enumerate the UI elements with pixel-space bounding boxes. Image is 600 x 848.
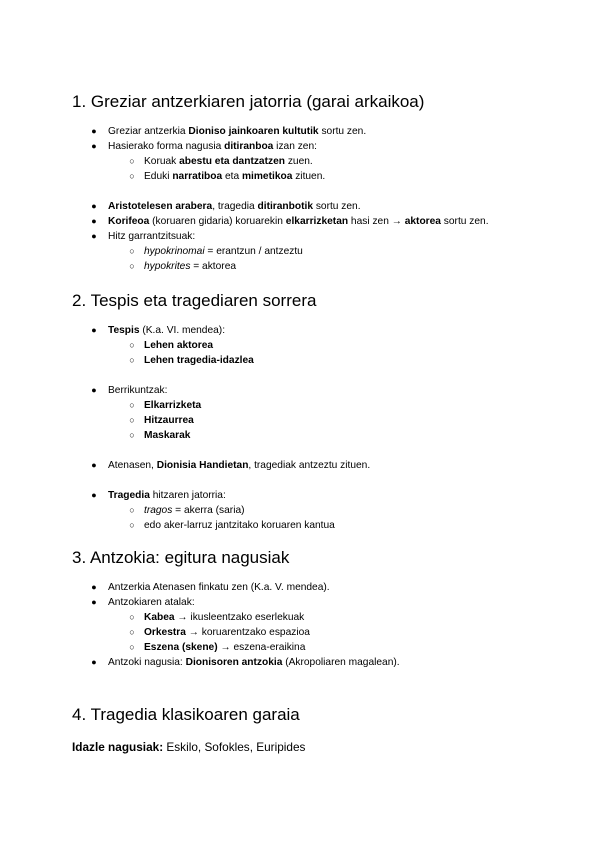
section-heading: 1. Greziar antzerkiaren jatorria (garai arkaikoa) [72,92,425,111]
circle-bullet-icon: ○ [129,156,135,166]
section-3-list [72,580,572,670]
circle-bullet-icon: ○ [129,415,135,425]
circle-bullet-icon: ○ [129,627,135,637]
bullet-icon: ● [91,231,97,241]
section-heading: 3. Antzokia: egitura nagusiak [72,548,290,567]
list-item: ● Antzokiaren atalak: [72,595,572,610]
circle-bullet-icon: ○ [129,642,135,652]
list-item: ● Greziar antzerkia Dioniso jainkoaren kultutik sortu zen. [72,124,572,139]
list-item: ● Aristotelesen arabera, tragedia ditiranbotik sortu zen. [72,199,572,214]
list-item: ○ Hitzaurrea [72,413,572,428]
circle-bullet-icon: ○ [129,355,135,365]
list-item: ● Antzoki nagusia: Dionisoren antzokia (Akropoliaren magalean). [72,655,572,670]
bullet-icon: ● [91,385,97,395]
list-item: ○ Orkestra → koruarentzako espazioa [72,625,572,640]
bullet-icon: ● [91,201,97,211]
list-item: ● Berrikuntzak: [72,383,572,398]
bullet-icon: ● [91,141,97,151]
circle-bullet-icon: ○ [129,261,135,271]
list-item: ○ tragos = akerra (saria) [72,503,572,518]
list-item: ● Atenasen, Dionisia Handietan, tragediak antzeztu zituen. [72,458,572,473]
list-item: ● Hasierako forma nagusia ditiranboa izan zen: [72,139,572,154]
bullet-icon: ● [91,582,97,592]
list-item: ● Korifeoa (koruaren gidaria) koruarekin elkarrizketan hasi zen → aktorea sortu zen. [72,214,572,229]
list-item: ○ Lehen aktorea [72,338,572,353]
list-item: ○ edo aker-larruz jantzitako koruaren kantua [72,518,572,533]
section-1-list [72,124,572,274]
bullet-icon: ● [91,325,97,335]
list-item: ● Tespis (K.a. VI. mendea): [72,323,572,338]
bullet-icon: ● [91,657,97,667]
circle-bullet-icon: ○ [129,505,135,515]
circle-bullet-icon: ○ [129,400,135,410]
circle-bullet-icon: ○ [129,612,135,622]
bullet-icon: ● [91,126,97,136]
list-item: ○ Eduki narratiboa eta mimetikoa zituen. [72,169,572,184]
list-item: ○ Maskarak [72,428,572,443]
circle-bullet-icon: ○ [129,246,135,256]
circle-bullet-icon: ○ [129,340,135,350]
section-heading: 4. Tragedia klasikoaren garaia [72,705,300,724]
list-item: ○ Elkarrizketa [72,398,572,413]
list-item: ● Tragedia hitzaren jatorria: [72,488,572,503]
bullet-icon: ● [91,216,97,226]
list-item: ○ hypokrites = aktorea [72,259,572,274]
section-2-list [72,323,572,533]
list-item: ○ Koruak abestu eta dantzatzen zuen. [72,154,572,169]
list-item: ○ hypokrinomai = erantzun / antzeztu [72,244,572,259]
writers-list: Eskilo, Sofokles, Euripides [163,740,306,754]
list-item: ● Antzerkia Atenasen finkatu zen (K.a. V. mendea). [72,580,572,595]
main-writers-line [72,740,305,755]
bullet-icon: ● [91,490,97,500]
list-item: ○ Eszena (skene) → eszena-eraikina [72,640,572,655]
circle-bullet-icon: ○ [129,520,135,530]
circle-bullet-icon: ○ [129,171,135,181]
section-heading: 2. Tespis eta tragediaren sorrera [72,291,317,310]
writers-label: Idazle nagusiak: [72,740,164,754]
list-item: ○ Kabea → ikusleentzako eserlekuak [72,610,572,625]
bullet-icon: ● [91,597,97,607]
bullet-icon: ● [91,460,97,470]
list-item: ○ Lehen tragedia-idazlea [72,353,572,368]
list-item: ● Hitz garrantzitsuak: [72,229,572,244]
circle-bullet-icon: ○ [129,430,135,440]
